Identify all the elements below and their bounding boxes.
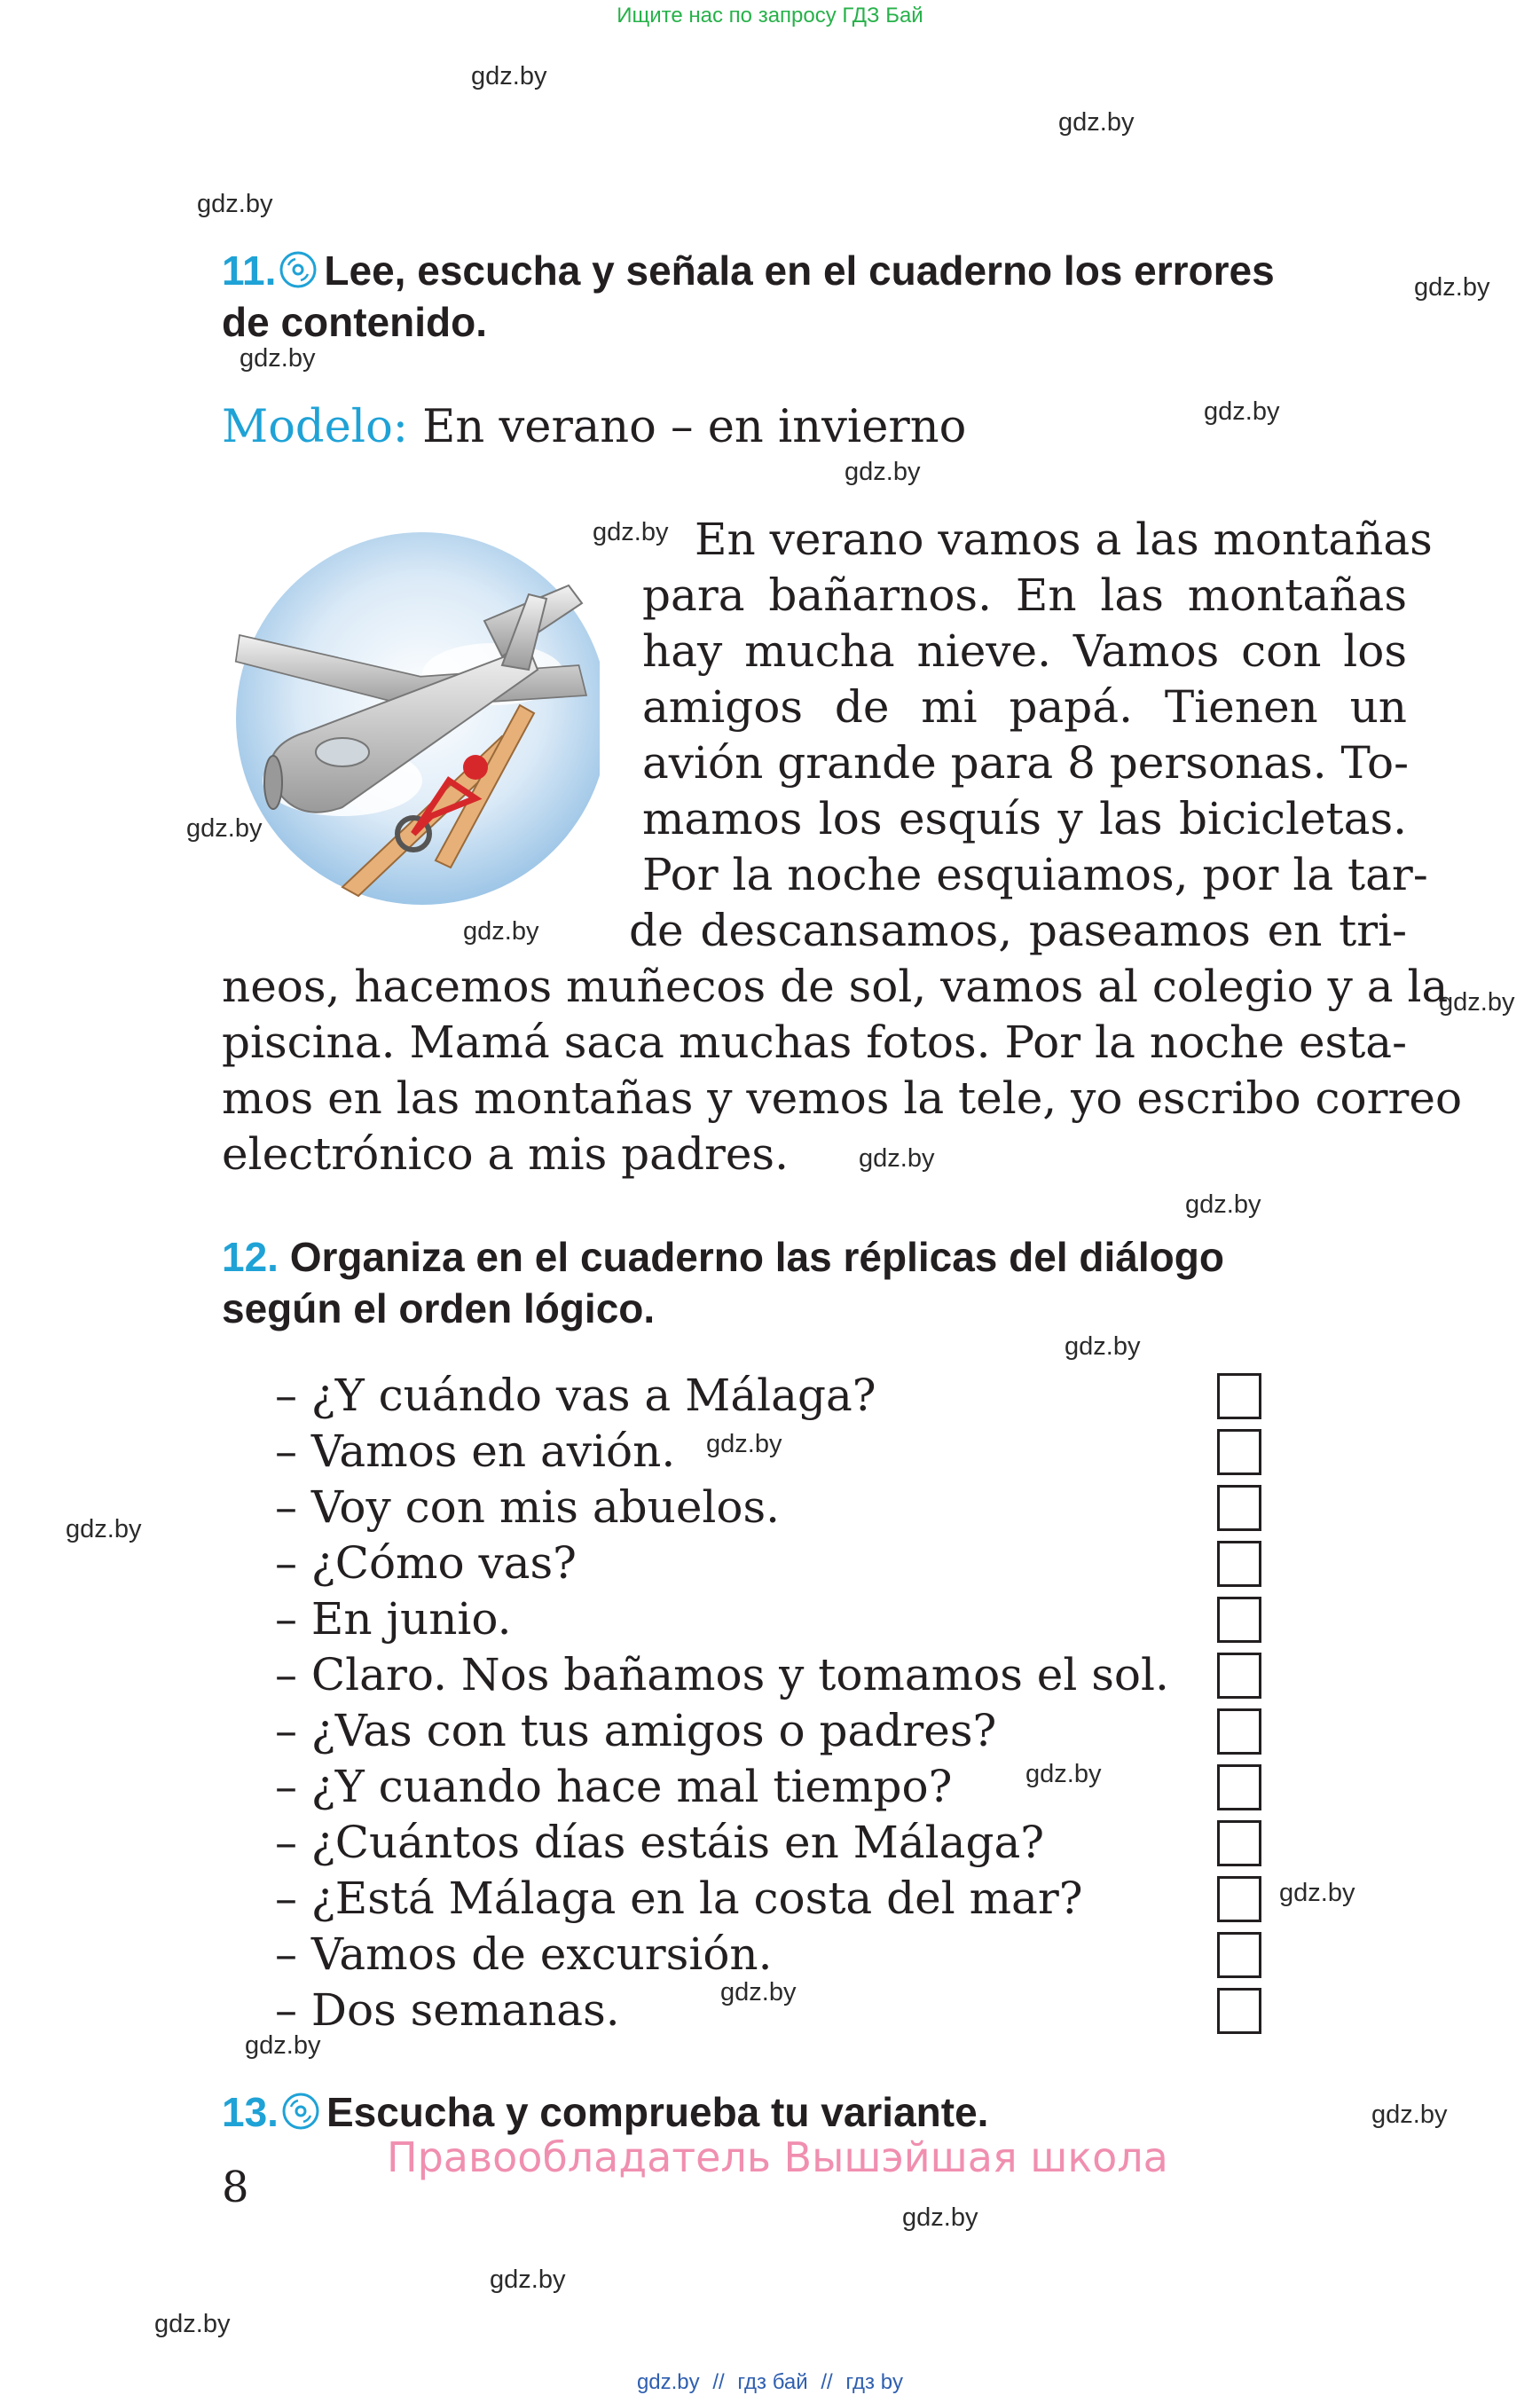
watermark: gdz.by bbox=[1065, 1332, 1141, 1361]
dialog-line: – Voy con mis abuelos. bbox=[275, 1481, 781, 1533]
answer-boxes bbox=[1217, 1373, 1261, 2044]
watermark: gdz.by bbox=[1279, 1879, 1355, 1907]
dialog-line: – Vamos de excursión. bbox=[275, 1928, 773, 1980]
modelo-label: Modelo: bbox=[222, 401, 408, 453]
task-13-heading bbox=[222, 2086, 1410, 2138]
watermark: gdz.by bbox=[1025, 1760, 1102, 1788]
dialog-line: – ¿Está Málaga en la costa del mar? bbox=[275, 1873, 1083, 1924]
watermark: gdz.by bbox=[240, 344, 316, 373]
answer-box[interactable] bbox=[1217, 1597, 1261, 1643]
dialog-line: – Dos semanas. bbox=[275, 1984, 620, 2036]
text-line: neos, hacemos muñecos de sol, vamos al colegio y a la bbox=[222, 961, 1449, 1012]
answer-box[interactable] bbox=[1217, 1708, 1261, 1755]
task-11-heading bbox=[222, 245, 1410, 348]
text-line: avión grande para 8 personas. To- bbox=[642, 737, 1409, 789]
watermark: gdz.by bbox=[1185, 1190, 1261, 1219]
task-12-number: 12. bbox=[222, 1234, 279, 1280]
task-11-number: 11. bbox=[222, 247, 277, 294]
separator: // bbox=[712, 2370, 725, 2394]
watermark: gdz.by bbox=[720, 1978, 797, 2006]
task-12-instruction-2: según el orden lógico. bbox=[222, 1285, 656, 1331]
dialog-list bbox=[275, 1368, 1169, 2038]
page-number: 8 bbox=[222, 2163, 249, 2212]
text-line: En verano vamos a las montañas bbox=[695, 514, 1433, 565]
watermark: gdz.by bbox=[186, 814, 263, 843]
task-12-instruction-1: Organiza en el cuaderno las réplicas del diálogo bbox=[289, 1234, 1224, 1280]
airplane-ski-illustration bbox=[209, 514, 600, 923]
answer-box[interactable] bbox=[1217, 1876, 1261, 1922]
watermark: gdz.by bbox=[859, 1144, 935, 1173]
watermark: gdz.by bbox=[154, 2310, 231, 2338]
watermark: gdz.by bbox=[706, 1430, 782, 1458]
link-gdz-bai[interactable]: гдз бай bbox=[737, 2370, 808, 2394]
dialog-line: – ¿Cómo vas? bbox=[275, 1537, 577, 1589]
text-line: amigos de mi papá. Tienen un bbox=[642, 681, 1407, 733]
separator: // bbox=[821, 2370, 833, 2394]
copyright-notice: Правообладатель Вышэйшая школа bbox=[387, 2133, 1168, 2181]
answer-box[interactable] bbox=[1217, 1541, 1261, 1587]
answer-box[interactable] bbox=[1217, 1932, 1261, 1978]
watermark: gdz.by bbox=[1439, 988, 1515, 1017]
watermark: gdz.by bbox=[902, 2203, 978, 2232]
text-line: Por la noche esquiamos, por la tar- bbox=[642, 849, 1428, 900]
watermark: gdz.by bbox=[66, 1515, 142, 1543]
answer-box[interactable] bbox=[1217, 1373, 1261, 1419]
bottom-links bbox=[0, 2370, 1540, 2395]
task-13-number: 13. bbox=[222, 2089, 279, 2135]
watermark: gdz.by bbox=[1414, 273, 1490, 302]
watermark: gdz.by bbox=[1204, 397, 1280, 426]
task-12-heading bbox=[222, 1231, 1410, 1334]
task-11-instruction-1: Lee, escucha y señala en el cuaderno los errores bbox=[324, 247, 1275, 294]
answer-box[interactable] bbox=[1217, 1764, 1261, 1810]
answer-box[interactable] bbox=[1217, 1653, 1261, 1699]
dialog-line: – ¿Cuántos días estáis en Málaga? bbox=[275, 1817, 1045, 1868]
watermark: gdz.by bbox=[490, 2266, 566, 2294]
link-gdz-by-cyr[interactable]: гдз by bbox=[845, 2370, 904, 2394]
top-banner[interactable]: Ищите нас по запросу ГДЗ Бай bbox=[617, 4, 923, 27]
text-line: piscina. Mamá saca muchas fotos. Por la noche esta- bbox=[222, 1017, 1407, 1068]
task-13-instruction: Escucha y comprueba tu variante. bbox=[326, 2089, 989, 2135]
dialog-line: – En junio. bbox=[275, 1593, 512, 1645]
text-line: mos en las montañas y vemos la tele, yo escribo correo bbox=[222, 1072, 1463, 1124]
watermark: gdz.by bbox=[845, 458, 921, 486]
modelo-text: En verano – en invierno bbox=[407, 401, 967, 453]
modelo-line bbox=[222, 401, 966, 454]
answer-box[interactable] bbox=[1217, 1988, 1261, 2034]
dialog-line: – ¿Y cuando hace mal tiempo? bbox=[275, 1761, 953, 1812]
watermark: gdz.by bbox=[593, 518, 669, 546]
text-line: para bañarnos. En las montañas bbox=[642, 569, 1407, 621]
text-line: electrónico a mis padres. bbox=[222, 1128, 789, 1180]
answer-box[interactable] bbox=[1217, 1429, 1261, 1475]
text-line: mamos los esquís y las bicicletas. bbox=[642, 793, 1407, 844]
answer-box[interactable] bbox=[1217, 1485, 1261, 1531]
link-gdz-by[interactable]: gdz.by bbox=[636, 2370, 700, 2394]
watermark: gdz.by bbox=[1058, 108, 1135, 137]
text-line: de descansamos, paseamos en tri- bbox=[629, 905, 1407, 956]
answer-box[interactable] bbox=[1217, 1820, 1261, 1866]
cd-audio-icon[interactable] bbox=[279, 248, 317, 286]
watermark: gdz.by bbox=[471, 62, 547, 90]
dialog-line: – Vamos en avión. bbox=[275, 1425, 676, 1477]
cd-audio-icon[interactable] bbox=[282, 2090, 319, 2127]
watermark: gdz.by bbox=[1371, 2101, 1448, 2129]
watermark: gdz.by bbox=[197, 190, 273, 218]
dialog-line: – ¿Y cuándo vas a Málaga? bbox=[275, 1370, 876, 1421]
text-line: hay mucha nieve. Vamos con los bbox=[642, 625, 1407, 677]
task-11-instruction-2: de contenido. bbox=[222, 299, 487, 345]
dialog-line: – Claro. Nos bañamos y tomamos el sol. bbox=[275, 1649, 1169, 1700]
watermark: gdz.by bbox=[463, 917, 539, 946]
dialog-line: – ¿Vas con tus amigos o padres? bbox=[275, 1705, 997, 1756]
watermark: gdz.by bbox=[245, 2031, 321, 2060]
